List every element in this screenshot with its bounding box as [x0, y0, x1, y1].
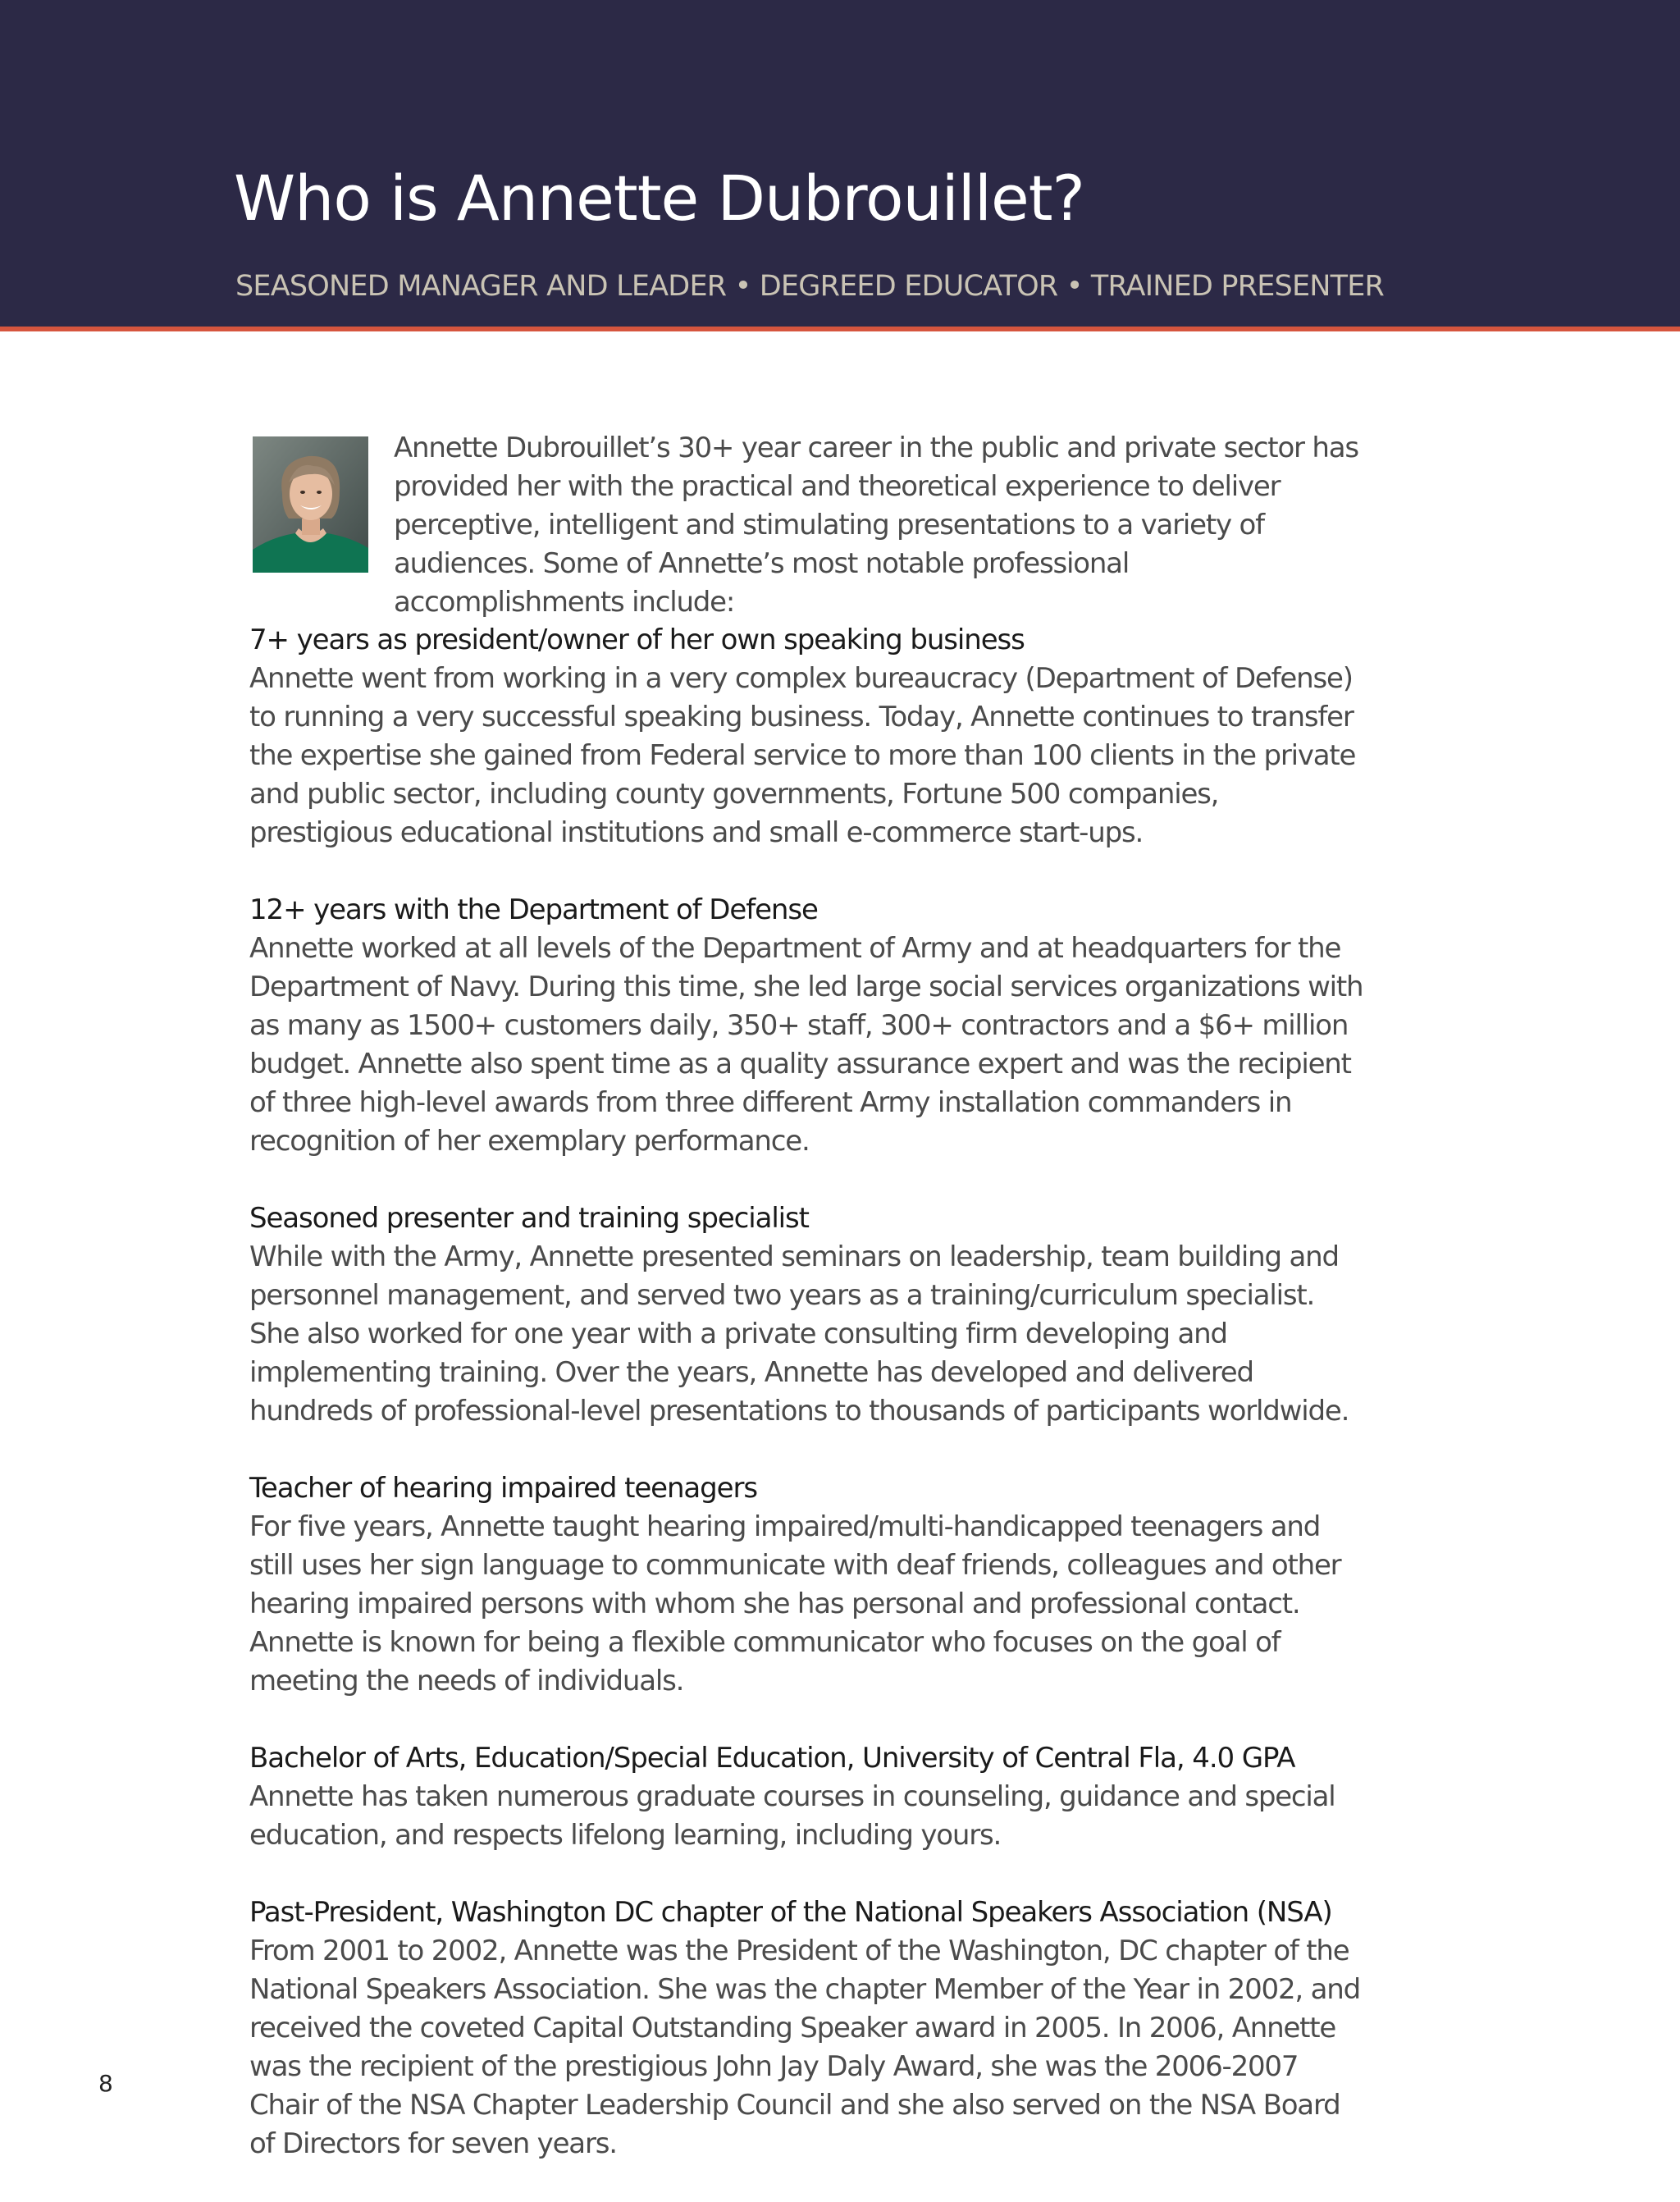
section-heading: Bachelor of Arts, Education/Special Education, University of Central Fla, 4.0 GPA: [249, 1742, 1295, 1775]
section-heading: Seasoned presenter and training specialist: [249, 1202, 809, 1235]
header-accent-rule: [0, 327, 1680, 331]
section-body: From 2001 to 2002, Annette was the President of the Washington, DC chapter of the National Speakers Association. She was the chapter Member of the Year in 2002, and received the coveted Capital Outstanding Speaker award in 2005. In 2006, Annette was the recipient of the prestigious John Jay Daly Award, she was the 2006-2007 Chair of the NSA Chapter Leadership Council and she also served on the NSA Board of Directors for seven years.: [249, 1935, 1360, 2160]
section-heading: 12+ years with the Department of Defense: [249, 893, 818, 926]
accomplishment-speaking-business: [249, 621, 1365, 852]
section-body: Annette worked at all levels of the Department of Army and at headquarters for the Department of Navy. During this time, she led large social services organizations with as many as 1500+ customers daily, 350+ staff, 300+ contractors and a $6+ million budget. Annette also spent time as a quality assurance expert and was the recipient of three high-level awards from three different Army installation commanders in recognition of her exemplary performance.: [249, 932, 1363, 1158]
section-body: While with the Army, Annette presented seminars on leadership, team building and personnel management, and served two years as a training/curriculum specialist. She also worked for one year with a private consulting firm developing and implementing training. Over the years, Annette has developed and delivered hundreds of professional-level presentations to thousands of participants worldwide.: [249, 1240, 1349, 1428]
portrait-photo: [253, 436, 368, 573]
accomplishment-teacher: [249, 1469, 1365, 1701]
intro-paragraph: Annette Dubrouillet’s 30+ year career in the public and private sector has provided her with the practical and theoretical experience to deliver perceptive, intelligent and stimulating presentations to a variety of audiences. Some of Annette’s most notable professional accomplishments include:: [394, 432, 1358, 619]
accomplishment-presenter-training: [249, 1199, 1365, 1431]
page-subtitle: SEASONED MANAGER AND LEADER • DEGREED EDUCATOR • TRAINED PRESENTER: [235, 270, 1385, 303]
section-body: For five years, Annette taught hearing impaired/multi-handicapped teenagers and still uses her sign language to communicate with deaf friends, colleagues and other hearing impaired persons with whom she has personal and professional contact. Annette is known for being a flexible communicator who focuses on the goal of meeting the needs of individuals.: [249, 1510, 1341, 1697]
section-heading: Teacher of hearing impaired teenagers: [249, 1472, 757, 1505]
accomplishment-department-of-defense: [249, 891, 1365, 1161]
accomplishment-nsa-president: [249, 1894, 1365, 2163]
section-body: Annette went from working in a very complex bureaucracy (Department of Defense) to running a very successful speaking business. Today, Annette continues to transfer the expertise she gained from Federal service to more than 100 clients in the private and public sector, including county governments, Fortune 500 companies, prestigious educational institutions and small e-commerce start-ups.: [249, 662, 1356, 849]
accomplishments-list: [249, 621, 1365, 2202]
section-body: Annette has taken numerous graduate courses in counseling, guidance and special education, and respects lifelong learning, including yours.: [249, 1780, 1335, 1852]
page-number: 8: [98, 2070, 113, 2097]
accomplishment-bachelor-degree: [249, 1739, 1365, 1855]
portrait-illustration: [253, 436, 368, 573]
section-heading: Past-President, Washington DC chapter of the National Speakers Association (NSA): [249, 1896, 1332, 1929]
section-heading: 7+ years as president/owner of her own speaking business: [249, 624, 1025, 656]
page-title: Who is Annette Dubrouillet?: [234, 162, 1084, 235]
page-header: [0, 0, 1680, 328]
